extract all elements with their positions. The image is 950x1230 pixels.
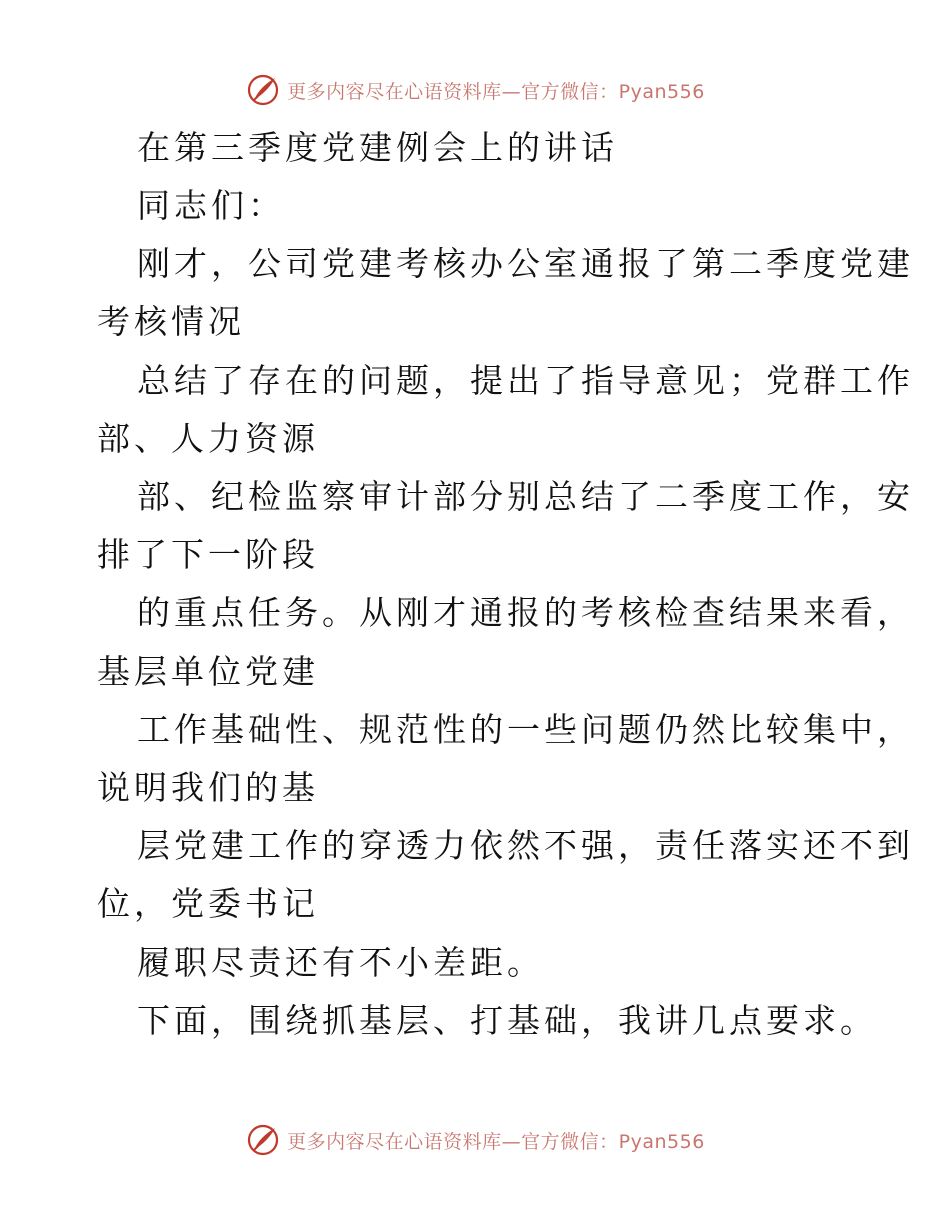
watermark-text: 更多内容尽在心语资料库—官方微信：Pyan556 [287,1130,705,1153]
paragraph-line: 基层单位党建 [97,652,319,691]
paragraph-line: 的重点任务。从刚才通报的考核检查结果来看， [137,593,914,632]
paragraph-line: 排了下一阶段 [97,535,319,574]
paragraph-line: 部、纪检监察审计部分别总结了二季度工作，安 [137,477,914,516]
document-title: 在第三季度党建例会上的讲话 [137,128,618,167]
paragraph-line: 部、人力资源 [97,419,319,458]
watermark-text: 更多内容尽在心语资料库—官方微信：Pyan556 [287,80,705,103]
paragraph-line: 层党建工作的穿透力依然不强，责任落实还不到 [137,826,914,865]
paragraph-line: 说明我们的基 [97,768,319,807]
header-watermark [0,70,950,110]
closing-line: 下面，围绕抓基层、打基础，我讲几点要求。 [137,1001,877,1040]
quill-pen-logo-icon [245,1122,281,1158]
salutation: 同志们： [137,186,285,225]
paragraph-line: 工作基础性、规范性的一些问题仍然比较集中， [137,710,914,749]
paragraph-line: 位，党委书记 [97,884,319,923]
paragraph-line: 总结了存在的问题，提出了指导意见；党群工作 [137,361,914,400]
quill-pen-logo-icon [245,72,281,108]
footer-watermark [0,1120,950,1160]
paragraph-line: 刚才，公司党建考核办公室通报了第二季度党建 [137,244,914,283]
paragraph-line: 考核情况 [97,302,245,341]
paragraph-line: 履职尽责还有不小差距。 [137,943,544,982]
